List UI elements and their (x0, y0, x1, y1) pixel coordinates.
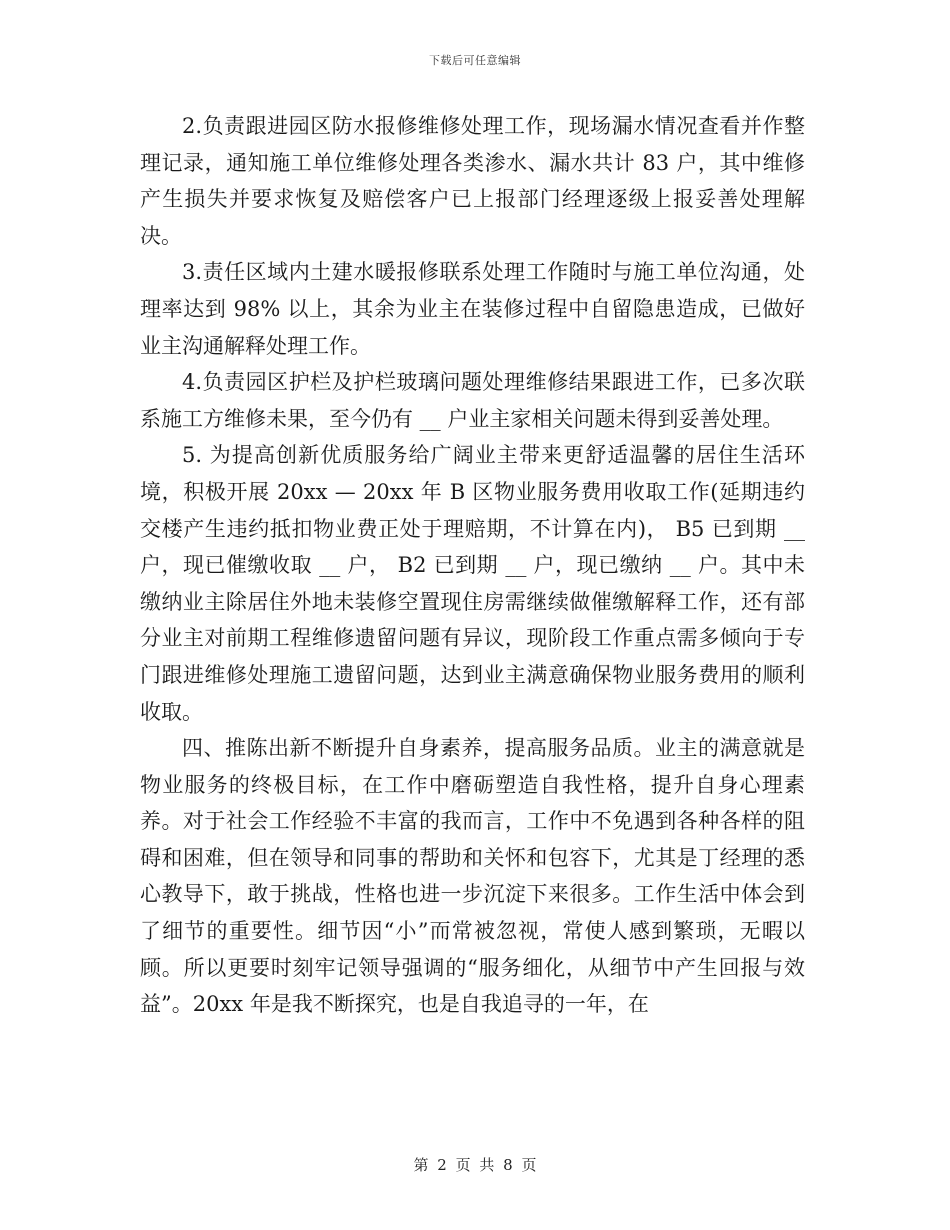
document-body (140, 108, 805, 1023)
paragraph-item-4: 4.负责园区护栏及护栏玻璃问题处理维修结果跟进工作，已多次联系施工方维修未果，至今仍有 __ 户业主家相关问题未得到妥善处理。 (140, 370, 805, 431)
paragraph-item-5: 5. 为提高创新优质服务给广阔业主带来更舒适温馨的居住生活环境，积极开展 20xx — 20xx 年 B 区物业服务费用收取工作(延期违约交楼产生违约抵扣物业费正处于理赔期，不计算在内)， B5 已到期 __ 户，现已催缴收取 __ 户， B2 已到期 __ 户，现已缴纳 __ 户。其中未缴纳业主除居住外地未装修空置现住房需继续做催缴解释工作，还有部分业主对前期工程维修遗留问题有异议，现阶段工作重点需多倾向于专门跟进维修处理施工遗留问题，达到业主满意确保物业服务费用的顺利收取。 (140, 443, 805, 724)
paragraph-item-2: 2.负责跟进园区防水报修维修处理工作，现场漏水情况查看并作整理记录，通知施工单位维修处理各类渗水、漏水共计 83 户，其中维修产生损失并要求恢复及赔偿客户已上报部门经理逐级上报妥善处理解决。 (140, 114, 805, 248)
paragraph-section-four: 四、推陈出新不断提升自身素养，提高服务品质。业主的满意就是物业服务的终极目标，在工作中磨砺塑造自我性格，提升自身心理素养。对于社会工作经验不丰富的我而言，工作中不免遇到各种各样的阻碍和困难，但在领导和同事的帮助和关怀和包容下，尤其是丁经理的悉心教导下，敢于挑战，性格也进一步沉淀下来很多。工作生活中体会到了细节的重要性。细节因“小”而常被忽视，常使人感到繁琐，无暇以顾。所以更要时刻牢记领导强调的“服务细化，从细节中产生回报与效益”。20xx 年是我不断探究，也是自我追寻的一年，在 (140, 736, 805, 1017)
page-header: 下载后可任意编辑 (429, 54, 521, 67)
page-number-footer: 第 2 页 共 8 页 (413, 1156, 537, 1174)
paragraph-item-3: 3.责任区域内土建水暖报修联系处理工作随时与施工单位沟通，处理率达到 98% 以上，其余为业主在装修过程中自留隐患造成，已做好业主沟通解释处理工作。 (140, 260, 805, 358)
